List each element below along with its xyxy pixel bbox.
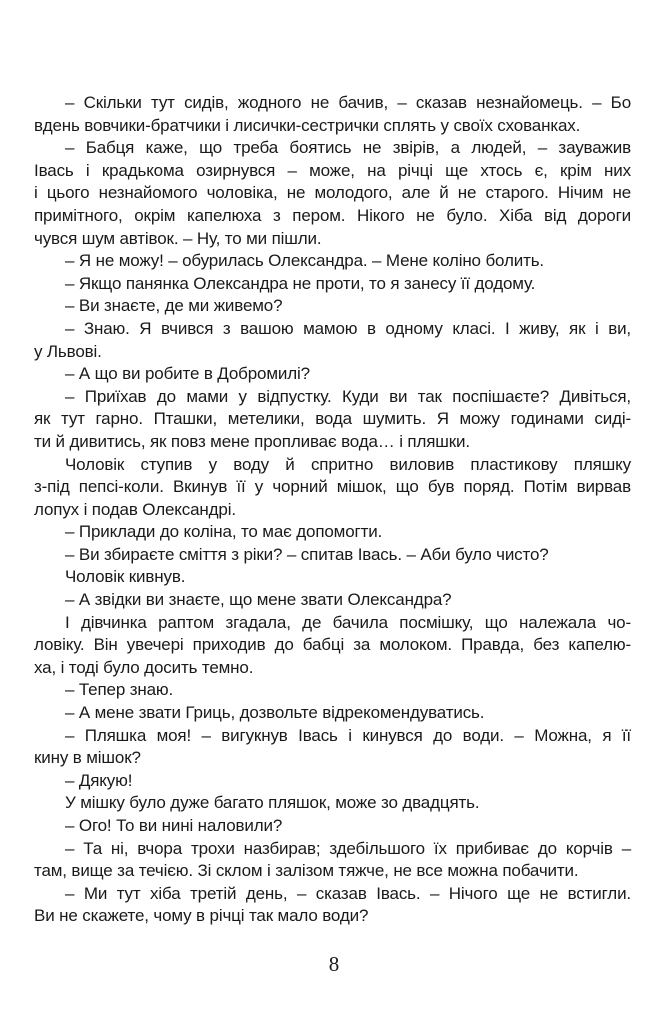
text-line: ха, і тоді було досить темно. (34, 657, 254, 677)
text-line: ловіку. Він увечері приходив до бабці за молоком. Правда, без капелю- (34, 635, 631, 655)
text-line: – Якщо панянка Олександра не проти, то я занесу її додому. (65, 273, 536, 293)
text-line: у Львові. (34, 341, 102, 361)
text-line: – А мене звати Гриць, дозвольте відрекомендуватись. (65, 703, 485, 723)
text-line: кину в мішок? (34, 748, 141, 768)
page-number: 8 (328, 952, 340, 976)
text-line: – Та ні, вчора трохи назбирав; здебільшого їх прибиває до корчів – (65, 838, 631, 858)
text-line: з-під пепсі-коли. Вкинув її у чорний мішок, що був поряд. Потім вирвав (34, 477, 631, 497)
text-line: – Тепер знаю. (65, 680, 174, 700)
text-line: як тут гарно. Пташки, метелики, вода шумить. Я можу годинами сиді- (34, 409, 631, 429)
text-line: Ви не скажете, чому в річці так мало води? (34, 906, 369, 926)
text-line: – А що ви робите в Добромилі? (65, 364, 310, 384)
text-line: ти й дивитись, як повз мене пропливає вода… і пляшки. (34, 431, 470, 451)
text-line: Чоловік кивнув. (65, 567, 186, 587)
text-line: – Знаю. Я вчився з вашою мамою в одному класі. І живу, як і ви, (65, 318, 631, 338)
text-line: – Скільки тут сидів, жодного не бачив, – сказав незнайомець. – Бо (65, 93, 631, 112)
text-line: – А звідки ви знаєте, що мене звати Олександра? (65, 590, 452, 610)
text-line: Чоловік ступив у воду й спритно виловив пластикову пляшку (65, 454, 631, 474)
text-line: вдень вовчики-братчики і лисички-сестрички сплять у своїх схованках. (34, 115, 581, 135)
text-line: – Ви збираєте сміття з ріки? – спитав Івась. – Аби було чисто? (65, 544, 549, 564)
text-line: – Бабця каже, що треба боятись не звірів, а людей, – зауважив (65, 138, 631, 158)
book-page-text (34, 92, 631, 928)
text-line: – Ви знаєте, де ми живемо? (65, 296, 283, 316)
text-line: І дівчинка раптом згадала, де бачила посмішку, що належала чо- (65, 612, 631, 632)
text-line: У мішку було дуже багато пляшок, може зо двадцять. (65, 793, 480, 813)
text-line: – Я не можу! – обурилась Олександра. – Мене коліно болить. (65, 251, 544, 271)
text-line: – Приклади до коліна, то має допомогти. (65, 522, 383, 542)
text-line: примітного, окрім капелюха з пером. Нікого не було. Хіба від дороги (34, 205, 631, 225)
text-line: чувся шум автівок. – Ну, то ми пішли. (34, 228, 322, 248)
text-line: і цього незнайомого чоловіка, не молодого, але й не старого. Нічим не (34, 183, 631, 203)
text-line: там, вище за течією. Зі склом і залізом тяжче, не все можна побачити. (34, 861, 579, 881)
text-line: – Приїхав до мами у відпустку. Куди ви так поспішаєте? Дивіться, (65, 386, 631, 406)
text-line: Івась і крадькома озирнувся – може, на річці ще хтось є, крім них (34, 160, 631, 180)
text-line: – Пляшка моя! – вигукнув Івась і кинувся до води. – Можна, я її (65, 725, 631, 745)
text-line: – Ми тут хіба третій день, – сказав Івась. – Нічого ще не встигли. (65, 883, 631, 903)
text-line: – Дякую! (65, 770, 133, 790)
text-line: – Ого! То ви нині наловили? (65, 816, 283, 835)
text-line: лопух і подав Олександрі. (34, 499, 236, 519)
